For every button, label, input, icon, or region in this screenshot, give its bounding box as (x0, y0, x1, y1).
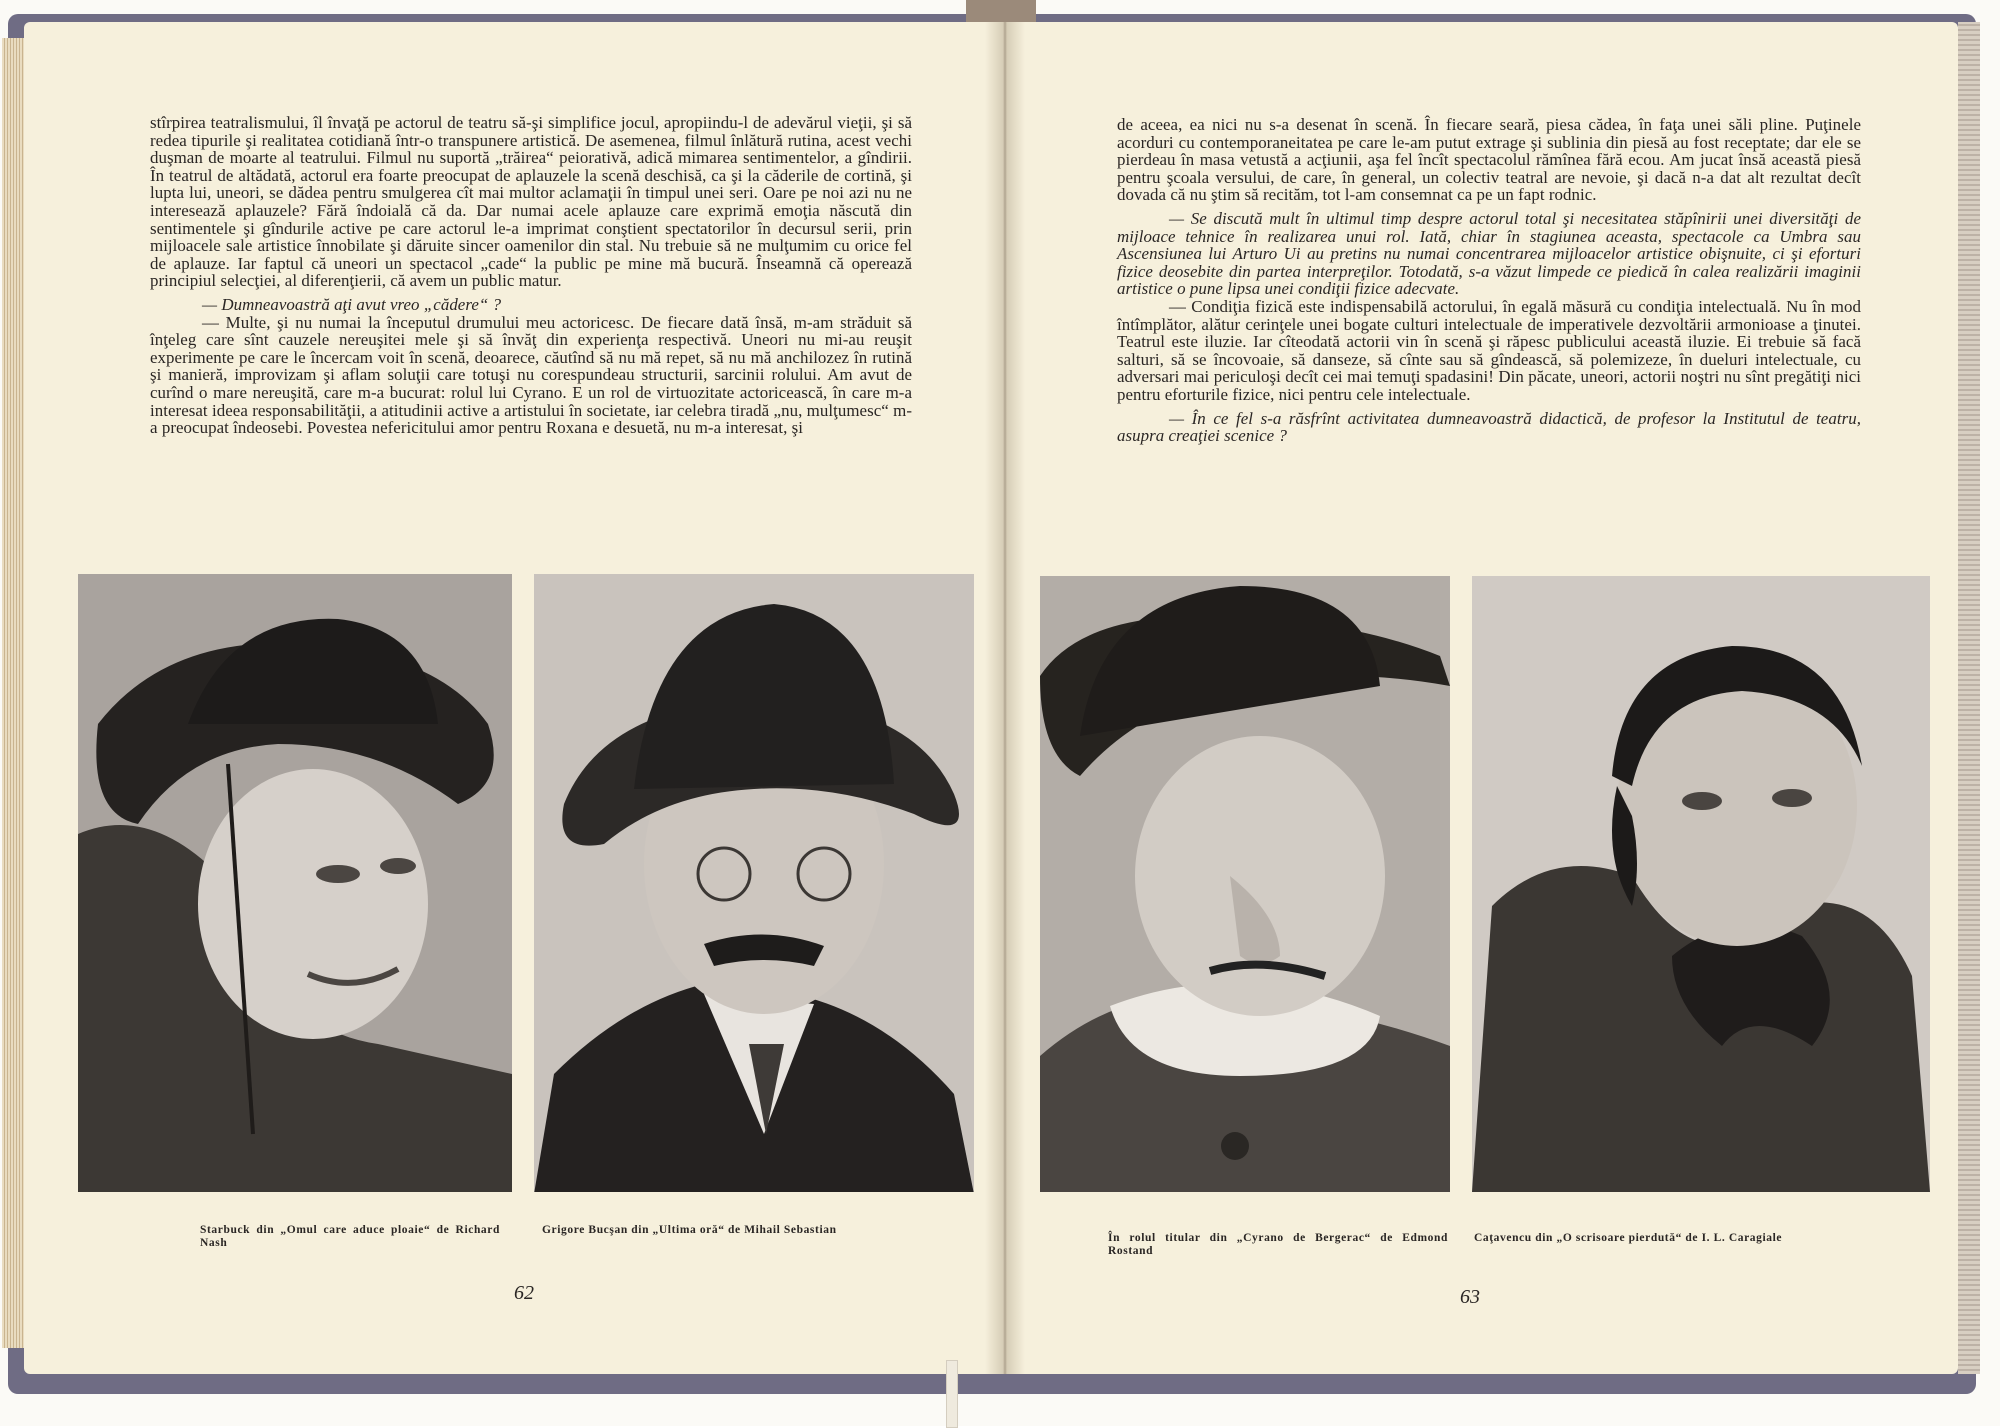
left-page (24, 22, 1008, 1374)
right-paragraph-2-question: — Se discută mult în ultimul timp despre actorul total şi necesitatea stăpînirii unei diversităţi de mijloace tehnice în realizarea unui rol. Iată, chiar în stagiunea aceasta, spectacole ca Umbra sau Ascensiunea lui Arturo Ui au pretins nu numai concentrarea mijloacelor artistice obişnuite, ci şi eforturi fizice deosebite din partea interpreţilor. Totodată, s-a văzut limpede ce piedică în calea realizării imaginii artistice o pune lipsa unei condiţii fizice adecvate. (1117, 208, 1861, 299)
right-paragraph-4-question: — În ce fel s-a răsfrînt activitatea dumneavoastră didactică, de profesor la Institutul de teatru, asupra creaţiei scenice ? (1117, 408, 1861, 446)
right-paragraph-3: — Condiţia fizică este indispensabilă actorului, în egală măsură cu condiţia intelectuală. Nu în mod întîmplător, alătur cerinţele unei bogate culturi intelectuale de imperativele dezvoltării armonioase a ţinutei. Teatrul este iluzie. Iar cîteodată actorii vin în scenă şi răpesc publicului această iluzie. Ei trebuie să facă salturi, să se încovoaie, să danseze, să cînte sau să gîndească, să polemizeze, în dueluri intelectuale, cu adversari mai periculoşi decît cei mai temuţi spadasini! Din păcate, uneori, actorii noştri nu sînt pregătiţi nici pentru eforturile fizice, nici pentru cele intelectuale. (1117, 296, 1861, 404)
left-page-text (150, 114, 912, 437)
page-number-left: 62 (514, 1282, 534, 1304)
spine-tab (966, 0, 1036, 22)
left-paragraph-1: stîrpirea teatralismului, îl învaţă pe actorul de teatru să-şi simplifice jocul, apropiindu-l de adevărul vieţii, şi să redea tipurile şi realitatea cotidiană într-o transpunere artistică. De asemenea, filmul înlătură rutina, acest vechi duşman de moarte al teatrului. Filmul nu suportă „trăirea“ peiorativă, adică mimarea sentimentelor, a gîndirii. În teatrul de altădată, actorul era foarte preocupat de aplauzele la scenă deschisă, ca şi la căderile de cortină, şi lupta lui, uneori, se dădea pentru smulgerea cît mai multor aclamaţii în timpul unei seri. Oare pe noi azi nu ne interesează aplauzele? Fără îndoială că da. Dar numai acele aplauze care exprimă emoţia născută din sentimentele şi gîndurile active pe care actorul le-a imprimat conştient spectatorilor în decursul serii, prin mijloacele sale artistice înnobilate şi dăruite sincer oamenilor din stal. Nu trebuie să ne mulţumim cu orice fel de aplauze. Iar faptul că uneori un spectacol „cade“ la public pe mine mă bucură. Înseamnă că operează principiul selecţiei, al diferenţierii, că avem un public matur. (150, 113, 912, 291)
caption-grigore-bucsan: Grigore Bucşan din „Ultima oră“ de Mihail Sebastian (542, 1224, 837, 1236)
caption-cyrano: În rolul titular din „Cyrano de Bergerac“ de Edmond Rostand (1108, 1232, 1448, 1257)
photo-starbuck (78, 574, 512, 1192)
photo-grigore-bucsan (534, 574, 974, 1192)
right-page-text (1117, 116, 1861, 445)
page-edges-left (2, 38, 24, 1348)
photo-cyrano (1040, 576, 1450, 1192)
photo-grigore-bucsan-portrait (534, 574, 974, 1192)
book-gutter (985, 22, 1025, 1374)
photo-catavencu (1472, 576, 1930, 1192)
page-number-right: 63 (1460, 1286, 1480, 1308)
caption-catavencu: Caţavencu din „O scrisoare pierdută“ de I. L. Caragiale (1474, 1232, 1783, 1244)
photo-starbuck-portrait (78, 574, 512, 1192)
right-page (1008, 22, 1958, 1374)
photo-cyrano-portrait (1040, 576, 1450, 1192)
left-paragraph-3: — Multe, şi nu numai la începutul drumului meu actoricesc. De fiecare dată însă, m-am străduit să înţeleg care sînt cauzele nereuşitei mele şi să învăţ din experienţa respectivă. Uneori nu mi-au reuşit experimente pe care le încercam voit în scenă, deoarece, căutînd să nu mă repet, să nu mă anchilozez în rutină şi manieră, improvizam şi aflam soluţii care totuşi nu corespundeau structurii, sarcinii rolului. Am avut de curînd o mare nereuşită, care m-a bucurat: rolul lui Cyrano. E un rol de virtuozitate actoricească, în care m-a interesat ideea responsabilităţii, a atitudinii active a artistului în societate, iar celebra tiradă „nu, mulţumesc“ m-a preocupat îndeosebi. Povestea nefericitului amor pentru Roxana e desuetă, nu m-a interesat, şi (150, 312, 912, 438)
caption-starbuck: Starbuck din „Omul care aduce ploaie“ de Richard Nash (200, 1224, 500, 1249)
left-paragraph-2-question: — Dumneavoastră aţi avut vreo „cădere“ ? (202, 294, 502, 314)
page-edges-right (1958, 22, 1980, 1374)
bookmark-ribbon (946, 1360, 958, 1428)
right-paragraph-1: de aceea, ea nici nu s-a desenat în scenă. În fiecare seară, piesa cădea, în faţa unei săli pline. Puţinele acorduri cu contemporaneitatea pe care le-am putut extrage şi sublinia din piesă au fost receptate; dar ele se pierdeau în masa vetustă a acţiunii, aşa fel încît spectacolul rămînea fără ecou. Am jucat însă această piesă pentru şcoala versului, de care, în general, un colectiv teatral are nevoie, şi dacă n-a dat alt rezultat decît dovada că nu ştim să recităm, tot l-am consemnat ca pe un fapt rodnic. (1117, 115, 1861, 205)
photo-catavencu-portrait (1472, 576, 1930, 1192)
